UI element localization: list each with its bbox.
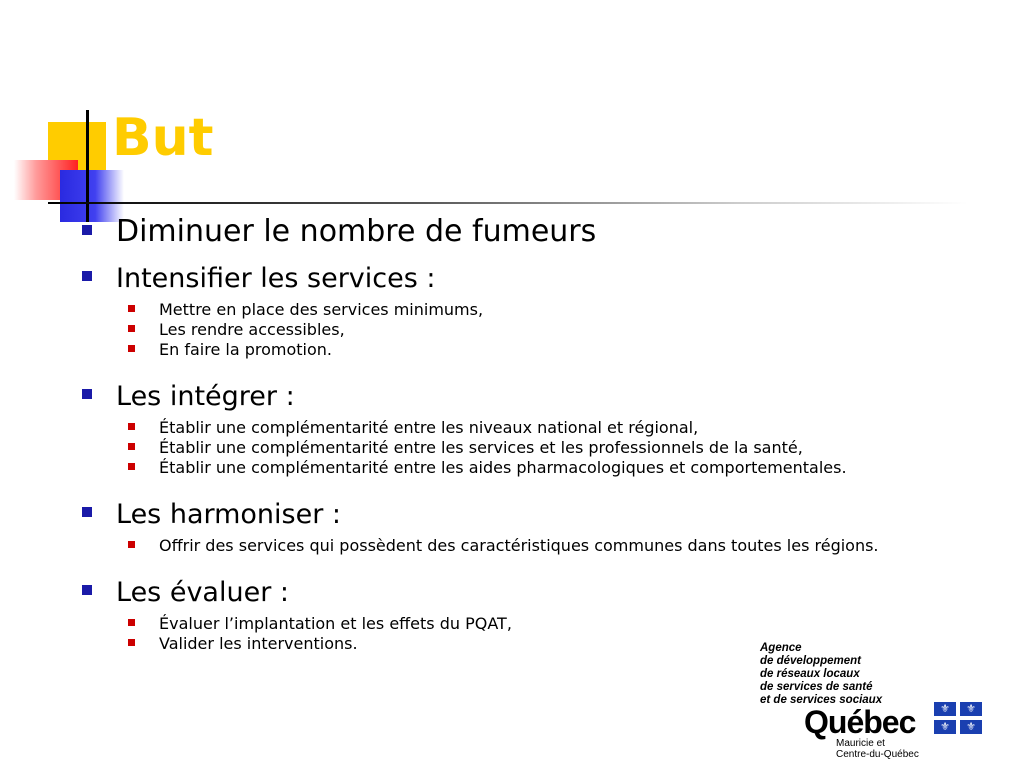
sub-bullet-item: [128, 418, 938, 438]
region-name-line: Mauricie et: [836, 738, 885, 749]
title-underline: [48, 202, 968, 204]
sub-bullet-item: [128, 340, 938, 360]
sub-bullet-text: Établir une complémentarité entre les aides pharmacologiques et comportementales.: [159, 458, 847, 477]
region-name-line: Centre-du-Québec: [836, 749, 919, 760]
square-bullet-icon: [128, 325, 135, 332]
bullet-item: [78, 262, 938, 296]
bullet-item: [78, 498, 938, 532]
bullet-item: [78, 576, 938, 610]
agency-name-line: de réseaux locaux: [760, 668, 860, 680]
bullet-list: [78, 212, 938, 654]
agency-name-line: et de services sociaux: [760, 694, 883, 706]
bullet-text: Les évaluer :: [116, 577, 289, 608]
bullet-item: [78, 380, 938, 414]
sub-bullet-text: Valider les interventions.: [159, 634, 358, 653]
sub-bullet-text: Établir une complémentarité entre les services et les professionnels de la santé,: [159, 438, 803, 457]
fleur-de-lis-icon: ⚜: [934, 720, 956, 734]
bullet-text: Les intégrer :: [116, 381, 295, 412]
sub-bullet-text: En faire la promotion.: [159, 340, 332, 359]
square-bullet-icon: [128, 345, 135, 352]
fleur-de-lis-icon: ⚜: [934, 702, 956, 716]
fleur-de-lis-icon: ⚜: [960, 702, 982, 716]
sub-bullet-item: [128, 536, 938, 556]
agency-name: [760, 642, 882, 707]
square-bullet-icon: [128, 443, 135, 450]
bullet-text: Intensifier les services :: [116, 263, 436, 294]
sub-bullet-text: Mettre en place des services minimums,: [159, 300, 484, 319]
sub-bullet-text: Établir une complémentarité entre les niveaux national et régional,: [159, 418, 699, 437]
bullet-text: Les harmoniser :: [116, 499, 342, 530]
sub-bullet-item: [128, 300, 938, 320]
quebec-wordmark: Québec: [804, 704, 916, 740]
square-bullet-icon: [128, 639, 135, 646]
sub-bullet-item: [128, 458, 938, 478]
bullet-text: Diminuer le nombre de fumeurs: [116, 214, 597, 249]
region-name: [836, 738, 919, 760]
agency-name-line: de développement: [760, 655, 861, 667]
agency-name-line: Agence: [760, 642, 802, 654]
sub-bullet-text: Les rendre accessibles,: [159, 320, 345, 339]
square-bullet-icon: [82, 389, 92, 399]
square-bullet-icon: [82, 225, 92, 235]
square-bullet-icon: [128, 541, 135, 548]
bullet-item: [78, 212, 938, 252]
fleur-de-lis-icon: ⚜: [960, 720, 982, 734]
sub-bullet-list: [128, 300, 938, 360]
square-bullet-icon: [128, 463, 135, 470]
sub-bullet-list: [128, 418, 938, 478]
sub-bullet-item: [128, 320, 938, 340]
square-bullet-icon: [82, 271, 92, 281]
decorative-vertical-line: [86, 110, 89, 222]
sub-bullet-text: Offrir des services qui possèdent des caractéristiques communes dans toutes les régions.: [159, 536, 879, 555]
agency-name-line: de services de santé: [760, 681, 873, 693]
sub-bullet-item: [128, 438, 938, 458]
sub-bullet-list: [128, 536, 938, 556]
square-bullet-icon: [128, 619, 135, 626]
sub-bullet-item: [128, 614, 938, 634]
square-bullet-icon: [128, 305, 135, 312]
sub-bullet-text: Évaluer l’implantation et les effets du PQAT,: [159, 614, 512, 633]
quebec-flag-icon: [934, 702, 982, 734]
slide-title: But: [112, 108, 214, 168]
square-bullet-icon: [82, 507, 92, 517]
agency-logo: [760, 642, 1000, 766]
square-bullet-icon: [82, 585, 92, 595]
square-bullet-icon: [128, 423, 135, 430]
